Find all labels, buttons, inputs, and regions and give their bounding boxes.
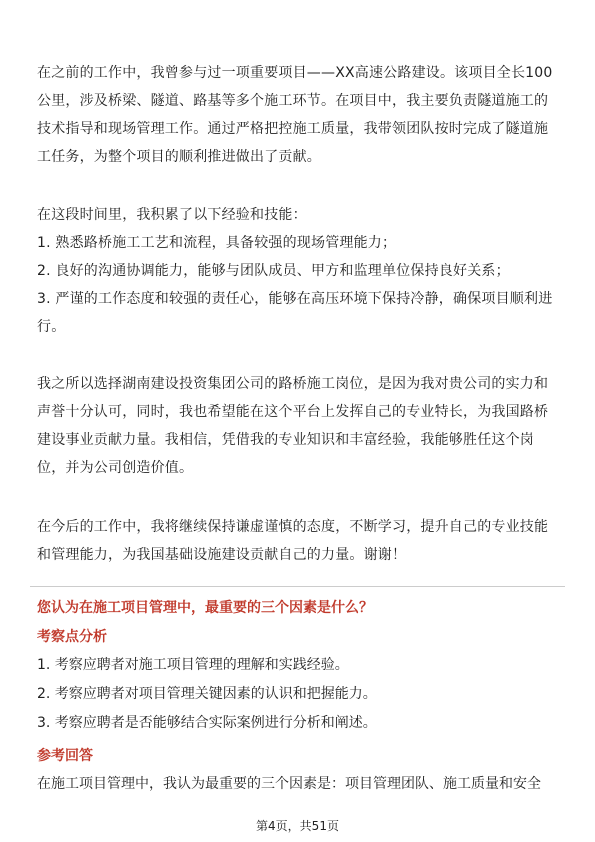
reference-heading: 参考回答: [37, 748, 93, 764]
analysis-item: 1. 考察应聘者对施工项目管理的理解和实践经验。: [37, 657, 349, 673]
paragraph-line: 声誉十分认可，同时，我也希望能在这个平台上发挥自己的专业特长，为我国路桥: [37, 404, 549, 420]
interview-question: 您认为在施工项目管理中，最重要的三个因素是什么？: [37, 600, 373, 616]
paragraph-line: 我之所以选择湖南建设投资集团公司的路桥施工岗位，是因为我对贵公司的实力和: [37, 376, 549, 392]
paragraph-line: 3. 严谨的工作态度和较强的责任心，能够在高压环境下保持冷静，确保项目顺利进: [37, 291, 553, 307]
analysis-heading: 考察点分析: [37, 629, 107, 645]
paragraph-line: 技术指导和现场管理工作。通过严格把控施工质量，我带领团队按时完成了隧道施: [37, 121, 549, 137]
paragraph-line: 在今后的工作中，我将继续保持谦虚谨慎的态度，不断学习，提升自己的专业技能: [37, 519, 549, 535]
analysis-item: 2. 考察应聘者对项目管理关键因素的认识和把握能力。: [37, 686, 377, 702]
analysis-item: 3. 考察应聘者是否能够结合实际案例进行分析和阐述。: [37, 715, 377, 731]
paragraph-line: 和管理能力，为我国基础设施建设贡献自己的力量。谢谢！: [37, 547, 407, 563]
paragraph-motivation: [37, 370, 565, 482]
paragraph-line: 1. 熟悉路桥施工工艺和流程，具备较强的现场管理能力；: [37, 235, 397, 251]
paragraph-line: 位，并为公司创造价值。: [37, 460, 194, 476]
paragraph-line: 公里，涉及桥梁、隧道、路基等多个施工环节。在项目中，我主要负责隧道施工的: [37, 93, 549, 109]
paragraph-closing: [37, 513, 565, 569]
paragraph-line: 在之前的工作中，我曾参与过一项重要项目——XX高速公路建设。该项目全长100: [37, 65, 553, 81]
paragraph-line: 2. 良好的沟通协调能力，能够与团队成员、甲方和监理单位保持良好关系；: [37, 263, 510, 279]
paragraph-project-experience: [37, 59, 565, 171]
reference-answer-text: 在施工项目管理中，我认为最重要的三个因素是：项目管理团队、施工质量和安全: [37, 776, 541, 792]
paragraph-line: 行。: [37, 319, 66, 335]
paragraph-line: 建设事业贡献力量。我相信，凭借我的专业知识和丰富经验，我能够胜任这个岗: [37, 432, 534, 448]
paragraph-skills: [37, 201, 565, 341]
section-divider: [30, 586, 565, 587]
page-number: 第4页，共51页: [256, 819, 339, 833]
paragraph-line: 工任务，为整个项目的顺利推进做出了贡献。: [37, 149, 321, 165]
paragraph-line: 在这段时间里，我积累了以下经验和技能：: [37, 207, 307, 223]
